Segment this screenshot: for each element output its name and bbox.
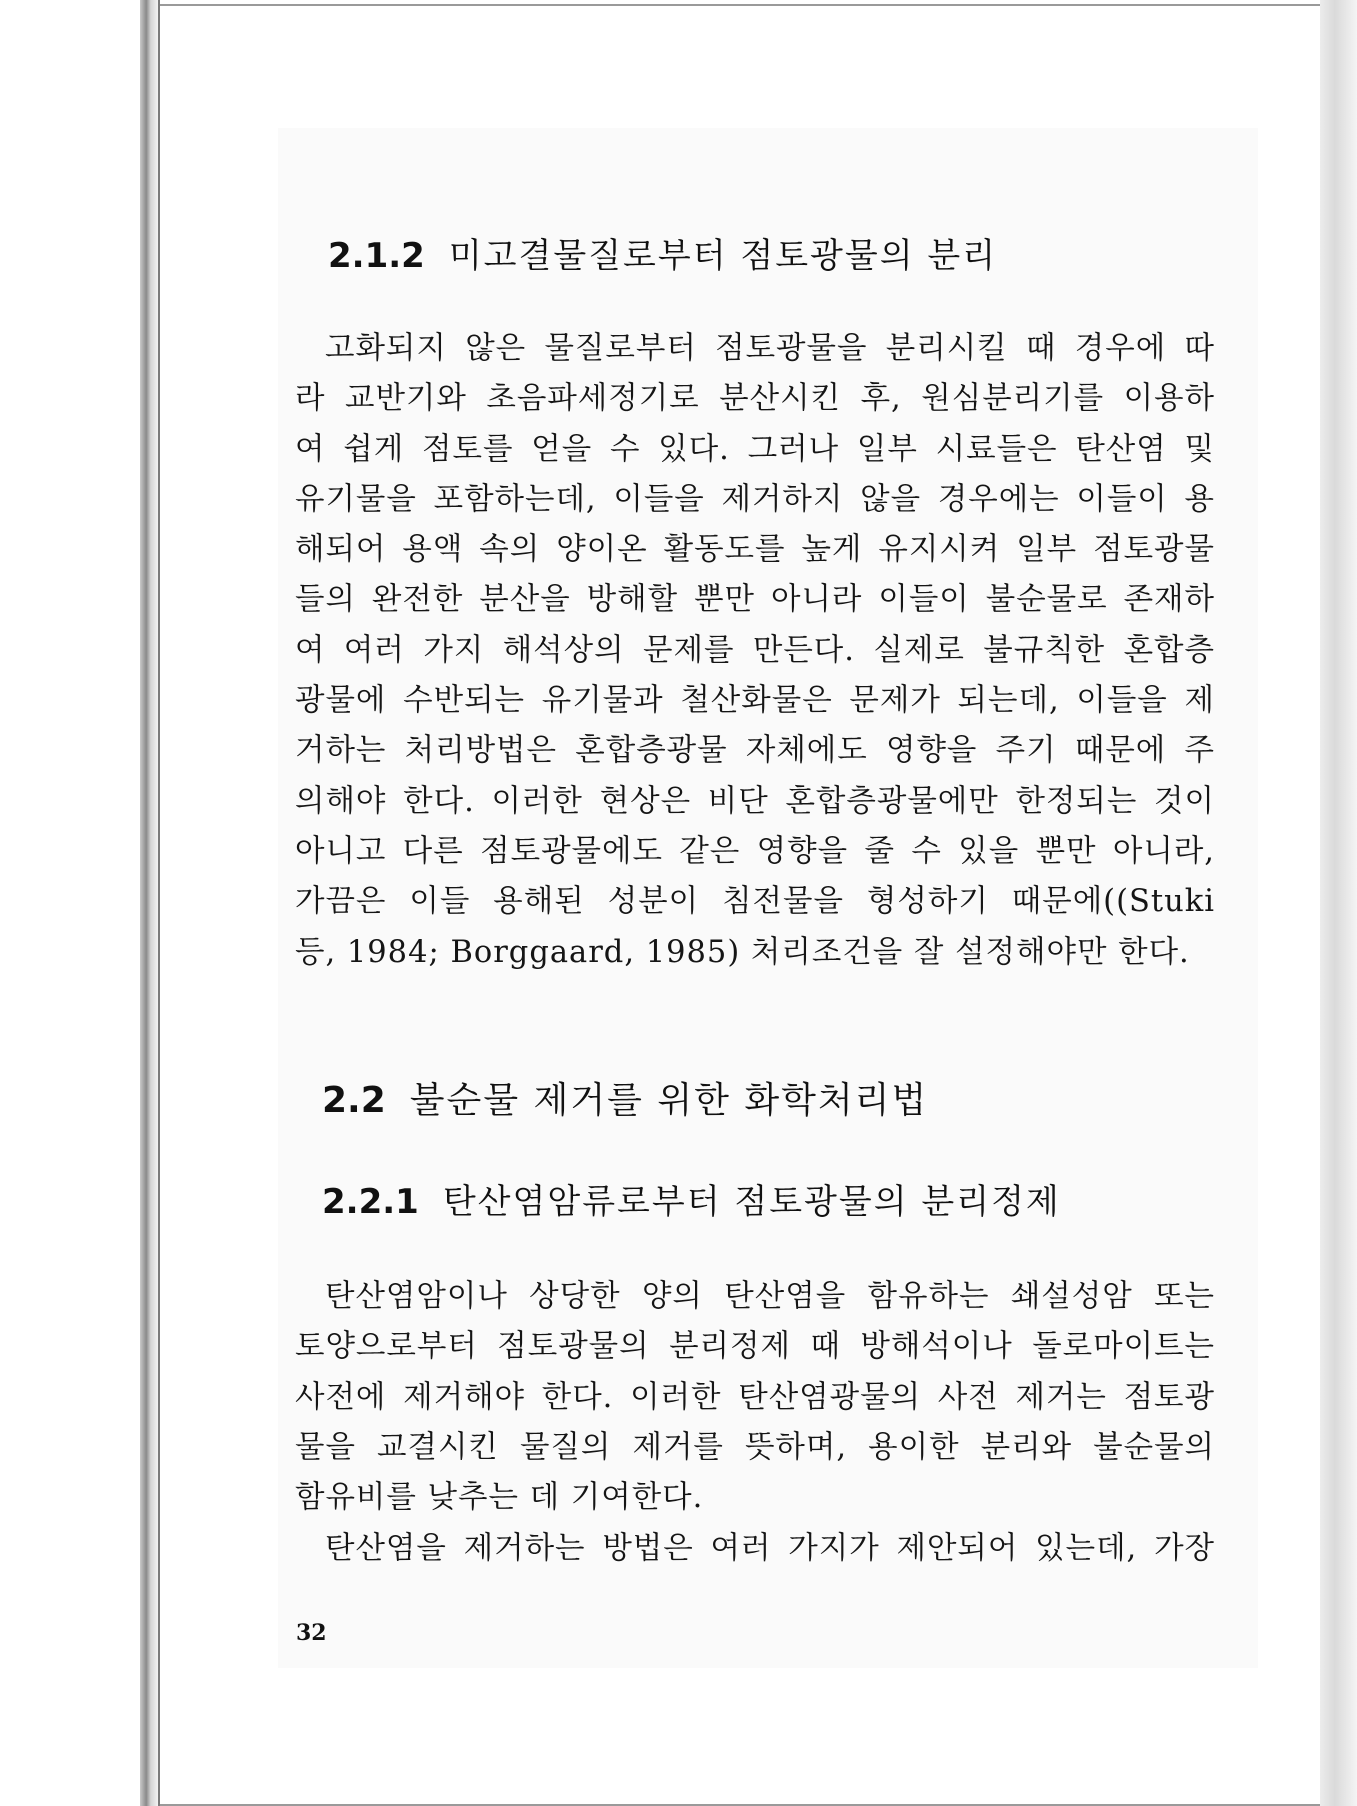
paragraph-line: 아니고 다른 점토광물에도 같은 영향을 줄 수 있을 뿐만 아니라, — [295, 833, 1215, 869]
paragraph-line: 물을 교결시킨 물질의 제거를 뜻하며, 용이한 분리와 불순물의 — [295, 1429, 1215, 1465]
section-heading-2-2 — [322, 1072, 928, 1123]
paragraph-line: 거하는 처리방법은 혼합층광물 자체에도 영향을 주기 때문에 주 — [295, 733, 1215, 769]
paragraph-line: 들의 완전한 분산을 방해할 뿐만 아니라 이들이 불순물로 존재하 — [295, 582, 1215, 618]
next-page-edge — [1320, 0, 1357, 1806]
paragraph-2 — [295, 1272, 1215, 1523]
section-number: 2.1.2 — [328, 236, 425, 276]
paragraph-line: 여 여러 가지 해석상의 문제를 만든다. 실제로 불규칙한 혼합층 — [295, 632, 1215, 668]
section-heading-2-1-2 — [328, 228, 997, 277]
paragraph-line: 여 쉽게 점토를 얻을 수 있다. 그러나 일부 시료들은 탄산염 및 — [295, 431, 1215, 467]
paragraph-line: 함유비를 낮추는 데 기여한다. — [295, 1480, 704, 1516]
paragraph-line: 탄산염을 제거하는 방법은 여러 가지가 제안되어 있는데, 가장 — [325, 1531, 1215, 1566]
paragraph-line: 토양으로부터 점토광물의 분리정제 때 방해석이나 돌로마이트는 — [295, 1329, 1215, 1365]
section-title: 탄산염암류로부터 점토광물의 분리정제 — [442, 1182, 1061, 1222]
section-number: 2.2.1 — [322, 1182, 419, 1222]
paragraph-line: 유기물을 포함하는데, 이들을 제거하지 않을 경우에는 이들이 용 — [295, 481, 1215, 517]
paragraph-3 — [295, 1524, 1215, 1574]
paragraph-line: 해되어 용액 속의 양이온 활동도를 높게 유지시켜 일부 점토광물 — [295, 532, 1215, 568]
section-number: 2.2 — [322, 1080, 386, 1121]
section-title: 미고결물질로부터 점토광물의 분리 — [448, 236, 998, 276]
paragraph-line: 가끔은 이들 용해된 성분이 침전물을 형성하기 때문에((Stuki — [295, 884, 1215, 920]
paragraph-1 — [295, 324, 1215, 978]
paragraph-line: 의해야 한다. 이러한 현상은 비단 혼합층광물에만 한정되는 것이 — [295, 783, 1215, 819]
paragraph-line: 등, 1984; Borggaard, 1985) 처리조건을 잘 설정해야만 한다. — [295, 934, 1190, 970]
page-number: 32 — [296, 1620, 327, 1646]
paragraph-line: 광물에 수반되는 유기물과 철산화물은 문제가 되는데, 이들을 제 — [295, 683, 1215, 719]
paragraph-line: 고화되지 않은 물질로부터 점토광물을 분리시킬 때 경우에 따 — [325, 331, 1215, 366]
section-title: 불순물 제거를 위한 화학처리법 — [409, 1080, 929, 1121]
paragraph-line: 사전에 제거해야 한다. 이러한 탄산염광물의 사전 제거는 점토광 — [295, 1379, 1215, 1415]
paragraph-line: 라 교반기와 초음파세정기로 분산시킨 후, 원심분리기를 이용하 — [295, 381, 1215, 417]
book-binding — [140, 0, 158, 1806]
paragraph-line: 탄산염암이나 상당한 양의 탄산염을 함유하는 쇄설성암 또는 — [325, 1279, 1215, 1314]
section-heading-2-2-1 — [322, 1174, 1061, 1223]
